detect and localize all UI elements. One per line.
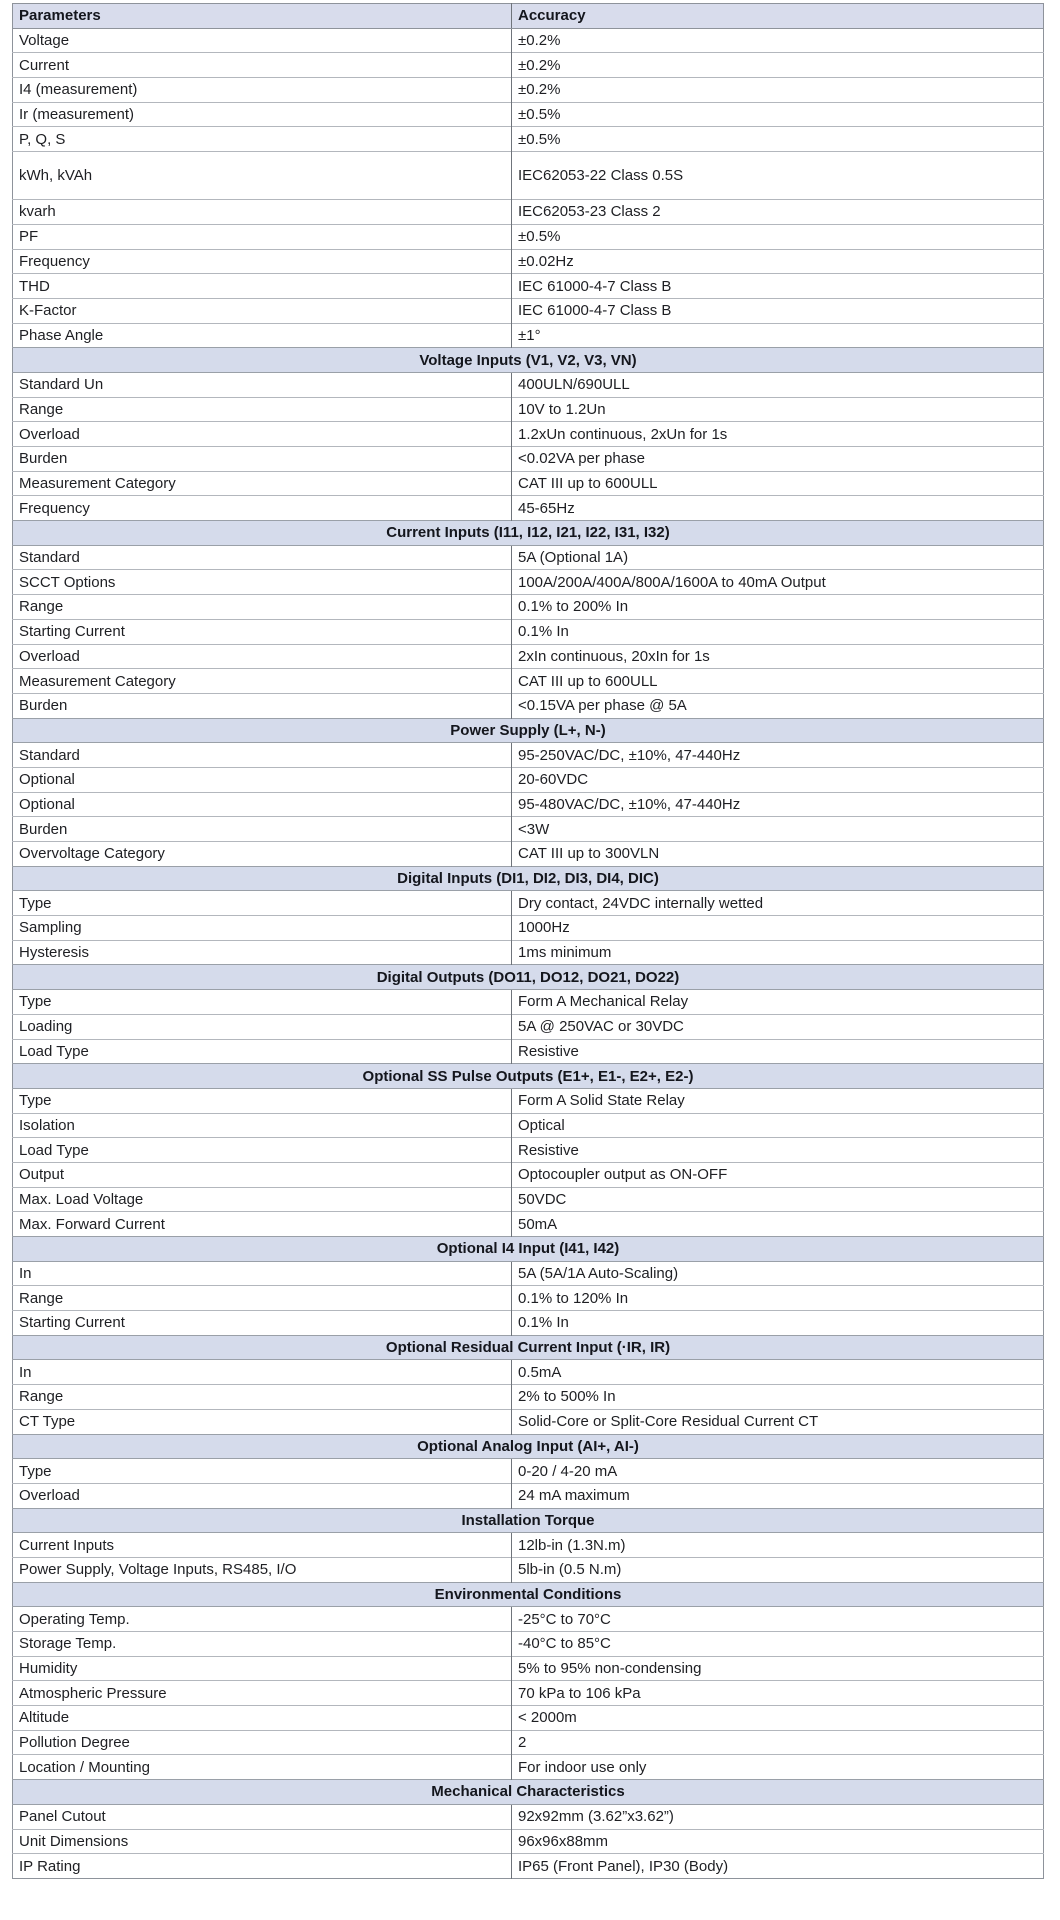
parameter-cell: Voltage: [13, 28, 512, 53]
table-row: [13, 496, 1044, 521]
spec-table: [12, 3, 1044, 1879]
value-cell: IEC 61000-4-7 Class B: [512, 274, 1044, 299]
parameter-cell: SCCT Options: [13, 570, 512, 595]
value-cell: 2: [512, 1730, 1044, 1755]
table-row: [13, 619, 1044, 644]
table-row: [13, 743, 1044, 768]
parameter-cell: P, Q, S: [13, 127, 512, 152]
parameter-cell: Burden: [13, 817, 512, 842]
value-cell: IEC62053-23 Class 2: [512, 200, 1044, 225]
table-row: [13, 1162, 1044, 1187]
table-row: [13, 397, 1044, 422]
table-row: [13, 1014, 1044, 1039]
table-row: [13, 1385, 1044, 1410]
table-row: [13, 1039, 1044, 1064]
table-row: [13, 891, 1044, 916]
value-cell: IP65 (Front Panel), IP30 (Body): [512, 1854, 1044, 1879]
parameter-cell: Overload: [13, 644, 512, 669]
table-row: [13, 644, 1044, 669]
value-cell: CAT III up to 600ULL: [512, 471, 1044, 496]
table-row: [13, 200, 1044, 225]
value-cell: 95-250VAC/DC, ±10%, 47-440Hz: [512, 743, 1044, 768]
value-cell: 100A/200A/400A/800A/1600A to 40mA Output: [512, 570, 1044, 595]
section-title: Optional SS Pulse Outputs (E1+, E1-, E2+, E2-): [13, 1064, 1044, 1089]
table-row: [13, 669, 1044, 694]
table-row: [13, 916, 1044, 941]
value-cell: Solid-Core or Split-Core Residual Current CT: [512, 1409, 1044, 1434]
table-row: [13, 53, 1044, 78]
parameter-cell: Humidity: [13, 1656, 512, 1681]
value-cell: ±0.02Hz: [512, 249, 1044, 274]
section-header-row: [13, 521, 1044, 546]
table-row: [13, 1261, 1044, 1286]
value-cell: 0.1% In: [512, 619, 1044, 644]
table-row: [13, 1113, 1044, 1138]
section-header-row: [13, 965, 1044, 990]
table-row: [13, 1607, 1044, 1632]
value-cell: -40°C to 85°C: [512, 1632, 1044, 1657]
parameter-cell: Frequency: [13, 496, 512, 521]
table-row: [13, 1138, 1044, 1163]
value-cell: <0.02VA per phase: [512, 447, 1044, 472]
parameter-cell: Type: [13, 1459, 512, 1484]
value-cell: 2xIn continuous, 20xIn for 1s: [512, 644, 1044, 669]
table-row: [13, 595, 1044, 620]
table-row: [13, 842, 1044, 867]
section-header-row: [13, 1508, 1044, 1533]
table-row: [13, 127, 1044, 152]
section-title: Power Supply (L+, N-): [13, 718, 1044, 743]
value-cell: Dry contact, 24VDC internally wetted: [512, 891, 1044, 916]
section-title: Optional Residual Current Input (·IR, IR): [13, 1335, 1044, 1360]
parameter-cell: Sampling: [13, 916, 512, 941]
value-cell: < 2000m: [512, 1706, 1044, 1731]
section-title: Installation Torque: [13, 1508, 1044, 1533]
value-cell: 24 mA maximum: [512, 1483, 1044, 1508]
value-cell: 0.1% to 200% In: [512, 595, 1044, 620]
section-header-row: [13, 1335, 1044, 1360]
parameter-cell: Measurement Category: [13, 669, 512, 694]
parameter-cell: Starting Current: [13, 619, 512, 644]
value-cell: Optocoupler output as ON-OFF: [512, 1162, 1044, 1187]
accuracy-column-header: Accuracy: [512, 4, 1044, 29]
value-cell: Resistive: [512, 1039, 1044, 1064]
section-title: Optional I4 Input (I41, I42): [13, 1237, 1044, 1262]
parameter-cell: Unit Dimensions: [13, 1829, 512, 1854]
section-header-row: [13, 1780, 1044, 1805]
parameter-cell: Location / Mounting: [13, 1755, 512, 1780]
column-header-row: [13, 4, 1044, 29]
parameters-column-header: Parameters: [13, 4, 512, 29]
parameter-cell: Burden: [13, 693, 512, 718]
section-title: Environmental Conditions: [13, 1582, 1044, 1607]
parameter-cell: Optional: [13, 767, 512, 792]
value-cell: Form A Solid State Relay: [512, 1088, 1044, 1113]
parameter-cell: Phase Angle: [13, 323, 512, 348]
table-row: [13, 792, 1044, 817]
parameter-cell: Range: [13, 1286, 512, 1311]
parameter-cell: Max. Load Voltage: [13, 1187, 512, 1212]
section-title: Current Inputs (I11, I12, I21, I22, I31, I32): [13, 521, 1044, 546]
parameter-cell: K-Factor: [13, 298, 512, 323]
table-row: [13, 767, 1044, 792]
parameter-cell: I4 (measurement): [13, 78, 512, 103]
section-header-row: [13, 1434, 1044, 1459]
parameter-cell: Overvoltage Category: [13, 842, 512, 867]
table-row: [13, 1706, 1044, 1731]
value-cell: IEC62053-22 Class 0.5S: [512, 152, 1044, 200]
value-cell: 0.1% In: [512, 1311, 1044, 1336]
value-cell: 0.5mA: [512, 1360, 1044, 1385]
value-cell: 45-65Hz: [512, 496, 1044, 521]
table-row: [13, 102, 1044, 127]
parameter-cell: Type: [13, 990, 512, 1015]
spec-table-body: [13, 28, 1044, 1878]
table-row: [13, 78, 1044, 103]
section-title: Digital Inputs (DI1, DI2, DI3, DI4, DIC): [13, 866, 1044, 891]
table-row: [13, 1459, 1044, 1484]
table-row: [13, 422, 1044, 447]
parameter-cell: Overload: [13, 1483, 512, 1508]
value-cell: 12lb-in (1.3N.m): [512, 1533, 1044, 1558]
value-cell: 0.1% to 120% In: [512, 1286, 1044, 1311]
table-row: [13, 1656, 1044, 1681]
section-header-row: [13, 1064, 1044, 1089]
parameter-cell: In: [13, 1261, 512, 1286]
section-title: Voltage Inputs (V1, V2, V3, VN): [13, 348, 1044, 373]
table-row: [13, 1755, 1044, 1780]
table-row: [13, 1730, 1044, 1755]
parameter-cell: Current Inputs: [13, 1533, 512, 1558]
parameter-cell: Isolation: [13, 1113, 512, 1138]
value-cell: 10V to 1.2Un: [512, 397, 1044, 422]
table-row: [13, 1409, 1044, 1434]
value-cell: 5A (Optional 1A): [512, 545, 1044, 570]
parameter-cell: Power Supply, Voltage Inputs, RS485, I/O: [13, 1557, 512, 1582]
value-cell: 1.2xUn continuous, 2xUn for 1s: [512, 422, 1044, 447]
value-cell: <0.15VA per phase @ 5A: [512, 693, 1044, 718]
value-cell: ±1°: [512, 323, 1044, 348]
parameter-cell: PF: [13, 224, 512, 249]
value-cell: CAT III up to 600ULL: [512, 669, 1044, 694]
parameter-cell: Atmospheric Pressure: [13, 1681, 512, 1706]
value-cell: 50VDC: [512, 1187, 1044, 1212]
parameter-cell: kvarh: [13, 200, 512, 225]
table-row: [13, 372, 1044, 397]
section-header-row: [13, 1237, 1044, 1262]
table-row: [13, 323, 1044, 348]
table-row: [13, 224, 1044, 249]
value-cell: ±0.5%: [512, 102, 1044, 127]
parameter-cell: Loading: [13, 1014, 512, 1039]
parameter-cell: Pollution Degree: [13, 1730, 512, 1755]
value-cell: 2% to 500% In: [512, 1385, 1044, 1410]
table-row: [13, 1557, 1044, 1582]
value-cell: 70 kPa to 106 kPa: [512, 1681, 1044, 1706]
parameter-cell: Optional: [13, 792, 512, 817]
value-cell: Resistive: [512, 1138, 1044, 1163]
parameter-cell: Storage Temp.: [13, 1632, 512, 1657]
table-row: [13, 1187, 1044, 1212]
section-header-row: [13, 866, 1044, 891]
parameter-cell: In: [13, 1360, 512, 1385]
value-cell: Form A Mechanical Relay: [512, 990, 1044, 1015]
value-cell: 95-480VAC/DC, ±10%, 47-440Hz: [512, 792, 1044, 817]
value-cell: ±0.5%: [512, 127, 1044, 152]
value-cell: 5% to 95% non-condensing: [512, 1656, 1044, 1681]
value-cell: 5lb-in (0.5 N.m): [512, 1557, 1044, 1582]
table-row: [13, 1829, 1044, 1854]
table-row: [13, 447, 1044, 472]
parameter-cell: Standard: [13, 545, 512, 570]
value-cell: 20-60VDC: [512, 767, 1044, 792]
value-cell: For indoor use only: [512, 1755, 1044, 1780]
parameter-cell: Measurement Category: [13, 471, 512, 496]
value-cell: 96x96x88mm: [512, 1829, 1044, 1854]
value-cell: 92x92mm (3.62”x3.62”): [512, 1804, 1044, 1829]
parameter-cell: Standard Un: [13, 372, 512, 397]
parameter-cell: Max. Forward Current: [13, 1212, 512, 1237]
table-row: [13, 1483, 1044, 1508]
parameter-cell: CT Type: [13, 1409, 512, 1434]
value-cell: 50mA: [512, 1212, 1044, 1237]
parameter-cell: Hysteresis: [13, 940, 512, 965]
table-row: [13, 152, 1044, 200]
parameter-cell: Altitude: [13, 1706, 512, 1731]
value-cell: Optical: [512, 1113, 1044, 1138]
table-row: [13, 1360, 1044, 1385]
table-row: [13, 1804, 1044, 1829]
table-row: [13, 274, 1044, 299]
value-cell: ±0.2%: [512, 28, 1044, 53]
parameter-cell: Frequency: [13, 249, 512, 274]
parameter-cell: Output: [13, 1162, 512, 1187]
table-row: [13, 298, 1044, 323]
value-cell: 0-20 / 4-20 mA: [512, 1459, 1044, 1484]
table-row: [13, 1286, 1044, 1311]
table-row: [13, 940, 1044, 965]
parameter-cell: Range: [13, 595, 512, 620]
value-cell: 1ms minimum: [512, 940, 1044, 965]
parameter-cell: Panel Cutout: [13, 1804, 512, 1829]
table-row: [13, 28, 1044, 53]
table-row: [13, 693, 1044, 718]
value-cell: ±0.2%: [512, 78, 1044, 103]
table-row: [13, 817, 1044, 842]
parameter-cell: Range: [13, 1385, 512, 1410]
table-row: [13, 1632, 1044, 1657]
value-cell: IEC 61000-4-7 Class B: [512, 298, 1044, 323]
parameter-cell: Burden: [13, 447, 512, 472]
table-row: [13, 570, 1044, 595]
parameter-cell: Load Type: [13, 1138, 512, 1163]
table-row: [13, 1088, 1044, 1113]
section-title: Optional Analog Input (AI+, AI-): [13, 1434, 1044, 1459]
table-row: [13, 1533, 1044, 1558]
value-cell: 1000Hz: [512, 916, 1044, 941]
parameter-cell: IP Rating: [13, 1854, 512, 1879]
table-row: [13, 1681, 1044, 1706]
parameter-cell: kWh, kVAh: [13, 152, 512, 200]
table-row: [13, 249, 1044, 274]
parameter-cell: Load Type: [13, 1039, 512, 1064]
table-row: [13, 1212, 1044, 1237]
parameter-cell: Starting Current: [13, 1311, 512, 1336]
value-cell: ±0.2%: [512, 53, 1044, 78]
section-header-row: [13, 718, 1044, 743]
parameter-cell: Current: [13, 53, 512, 78]
value-cell: 5A (5A/1A Auto-Scaling): [512, 1261, 1044, 1286]
value-cell: 400ULN/690ULL: [512, 372, 1044, 397]
parameter-cell: Operating Temp.: [13, 1607, 512, 1632]
value-cell: 5A @ 250VAC or 30VDC: [512, 1014, 1044, 1039]
value-cell: CAT III up to 300VLN: [512, 842, 1044, 867]
section-title: Digital Outputs (DO11, DO12, DO21, DO22): [13, 965, 1044, 990]
parameter-cell: Standard: [13, 743, 512, 768]
section-header-row: [13, 348, 1044, 373]
parameter-cell: Type: [13, 891, 512, 916]
table-row: [13, 1311, 1044, 1336]
parameter-cell: THD: [13, 274, 512, 299]
value-cell: <3W: [512, 817, 1044, 842]
section-header-row: [13, 1582, 1044, 1607]
value-cell: ±0.5%: [512, 224, 1044, 249]
parameter-cell: Ir (measurement): [13, 102, 512, 127]
table-row: [13, 545, 1044, 570]
parameter-cell: Range: [13, 397, 512, 422]
parameter-cell: Type: [13, 1088, 512, 1113]
value-cell: -25°C to 70°C: [512, 1607, 1044, 1632]
table-row: [13, 471, 1044, 496]
section-title: Mechanical Characteristics: [13, 1780, 1044, 1805]
table-row: [13, 990, 1044, 1015]
table-row: [13, 1854, 1044, 1879]
parameter-cell: Overload: [13, 422, 512, 447]
